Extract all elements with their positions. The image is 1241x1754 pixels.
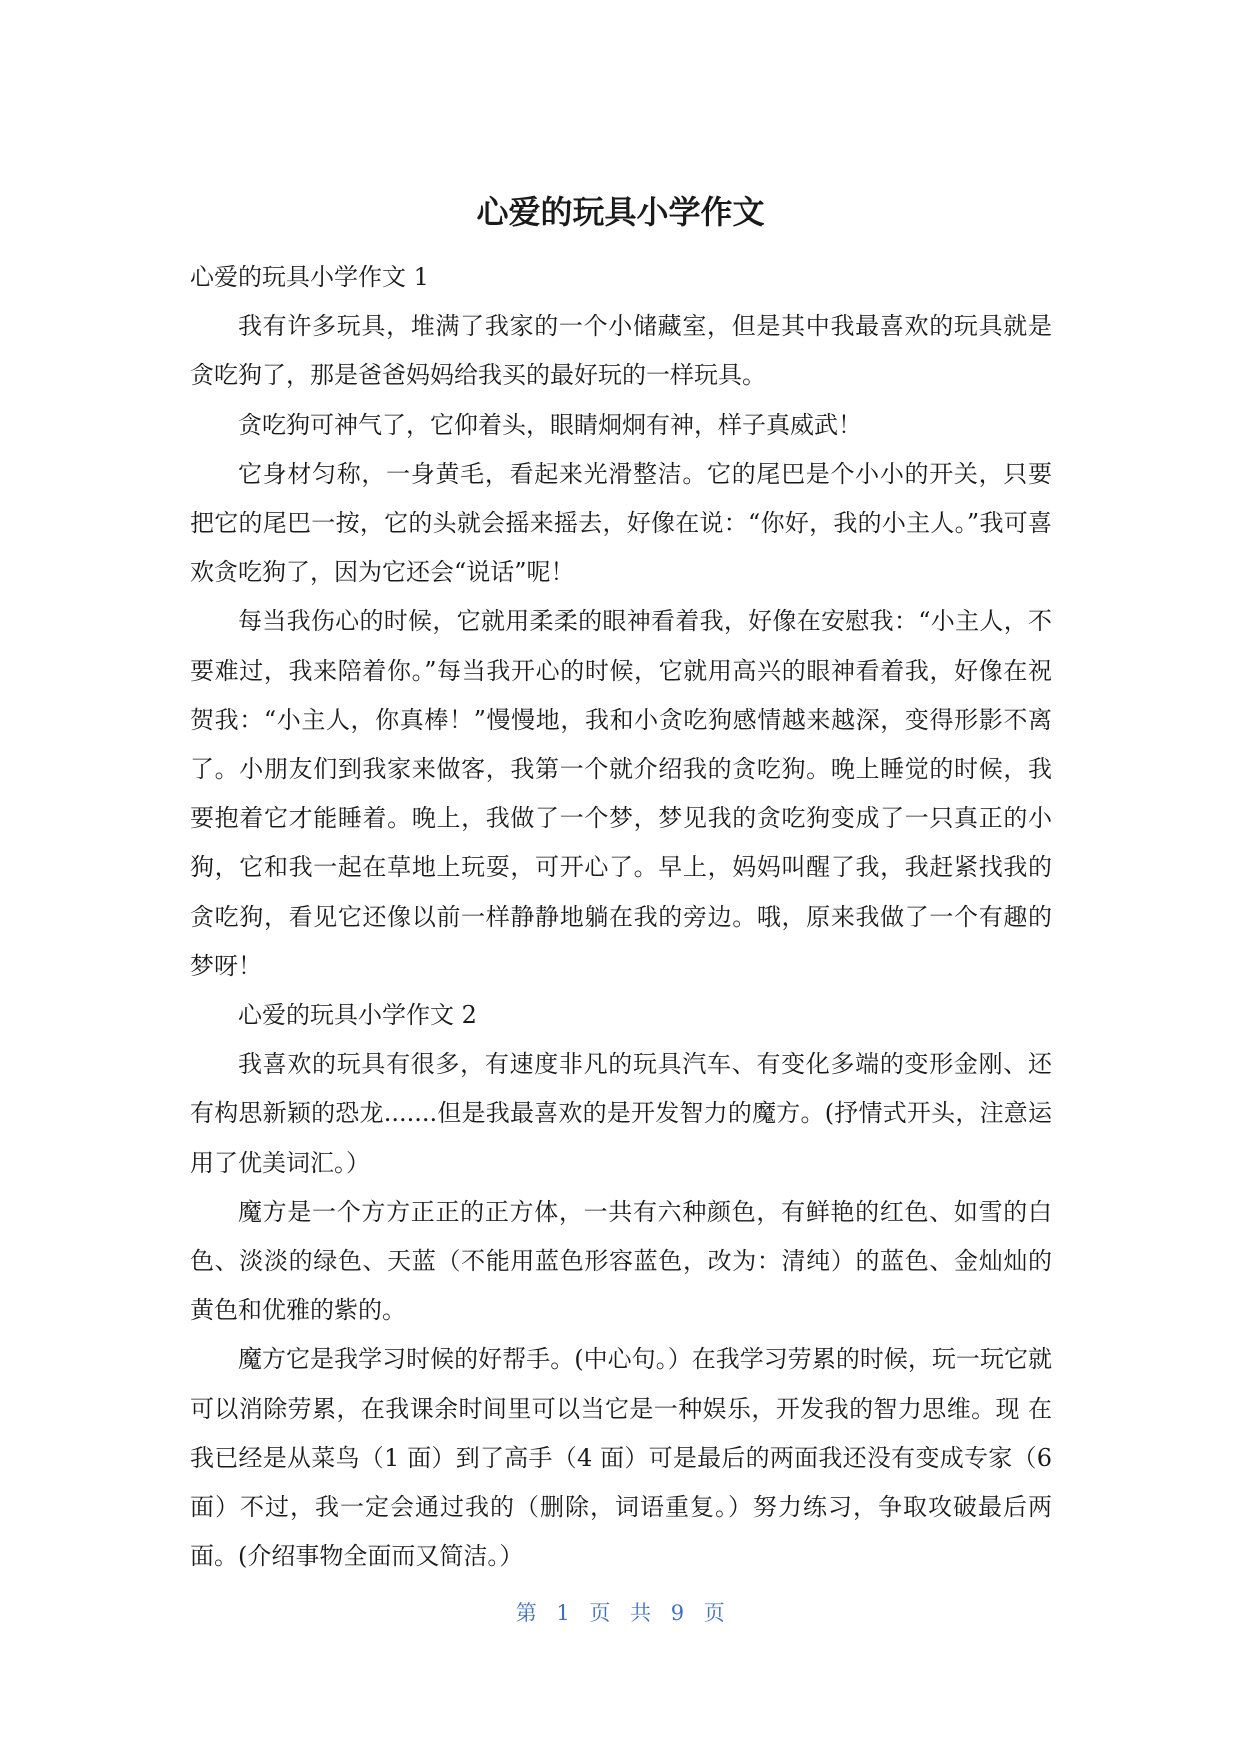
paragraph: 我喜欢的玩具有很多，有速度非凡的玩具汽车、有变化多端的变形金刚、还有构思新颖的恐龙.......但是我最喜欢的是开发智力的魔方。(抒情式开头，注意运用了优美词汇。） (190, 1050, 1052, 1177)
paragraph: 魔方它是我学习时候的好帮手。(中心句。）在我学习劳累的时候，玩一玩它就可以消除劳累，在我课余时间里可以当它是一种娱乐，开发我的智力思维。现 在我已经是从菜鸟（1 面）到了高手（4 面）可是最后的两面我还没有变成专家（6 面）不过，我一定会通过我的（删除，词语重复。）努力练习，争取攻破最后两 面。(介绍事物全面而又简洁。） (190, 1345, 1052, 1571)
paragraph: 心爱的玩具小学作文 1 (190, 263, 429, 291)
paragraph: 魔方是一个方方正正的正方体，一共有六种颜色，有鲜艳的红色、如雪的白色、淡淡的绿色、天蓝（不能用蓝色形容蓝色，改为：清纯）的蓝色、金灿灿的黄色和优雅的紫的。 (190, 1197, 1052, 1325)
paragraph: 它身材匀称，一身黄毛，看起来光滑整洁。它的尾巴是个小小的开关，只要把它的尾巴一按，它的头就会摇来摇去，好像在说：“你好，我的小主人。”我可喜欢贪吃狗了，因为它还会“说话”呢！ (190, 459, 1052, 587)
document-body (190, 253, 1052, 1581)
section-heading: 心爱的玩具小学作文 2 (238, 1001, 477, 1030)
document-title: 心爱的玩具小学作文 (476, 193, 765, 231)
page-number-footer: 第 1 页 共 9 页 (515, 1601, 726, 1625)
paragraph: 贪吃狗可神气了，它仰着头，眼睛炯炯有神，样子真威武！ (238, 410, 862, 439)
paragraph: 我有许多玩具，堆满了我家的一个小储藏室，但是其中我最喜欢的玩具就是贪吃狗了，那是爸爸妈妈给我买的最好玩的一样玩具。 (190, 312, 1052, 390)
paragraph: 每当我伤心的时候，它就用柔柔的眼神看着我，好像在安慰我：“小主人，不要难过，我来陪着你。”每当我开心的时候，它就用高兴的眼神看着我，好像在祝贺我：“小主人，你真棒！”慢慢地，我和小贪吃狗感情越来越深，变得形影不离了。小朋友们到我家来做客，我第一个就介绍我的贪吃狗。晚上睡觉的时候，我要抱着它才能睡着。晚上，我做了一个梦，梦见我的贪吃狗变成了一只真正的小狗，它和我一起在草地上玩耍，可开心了。早上，妈妈叫醒了我，我赶紧找我的贪吃狗，看见它还像以前一样静静地躺在我的旁边。哦，原来我做了一个有趣的梦呀！ (190, 607, 1052, 980)
